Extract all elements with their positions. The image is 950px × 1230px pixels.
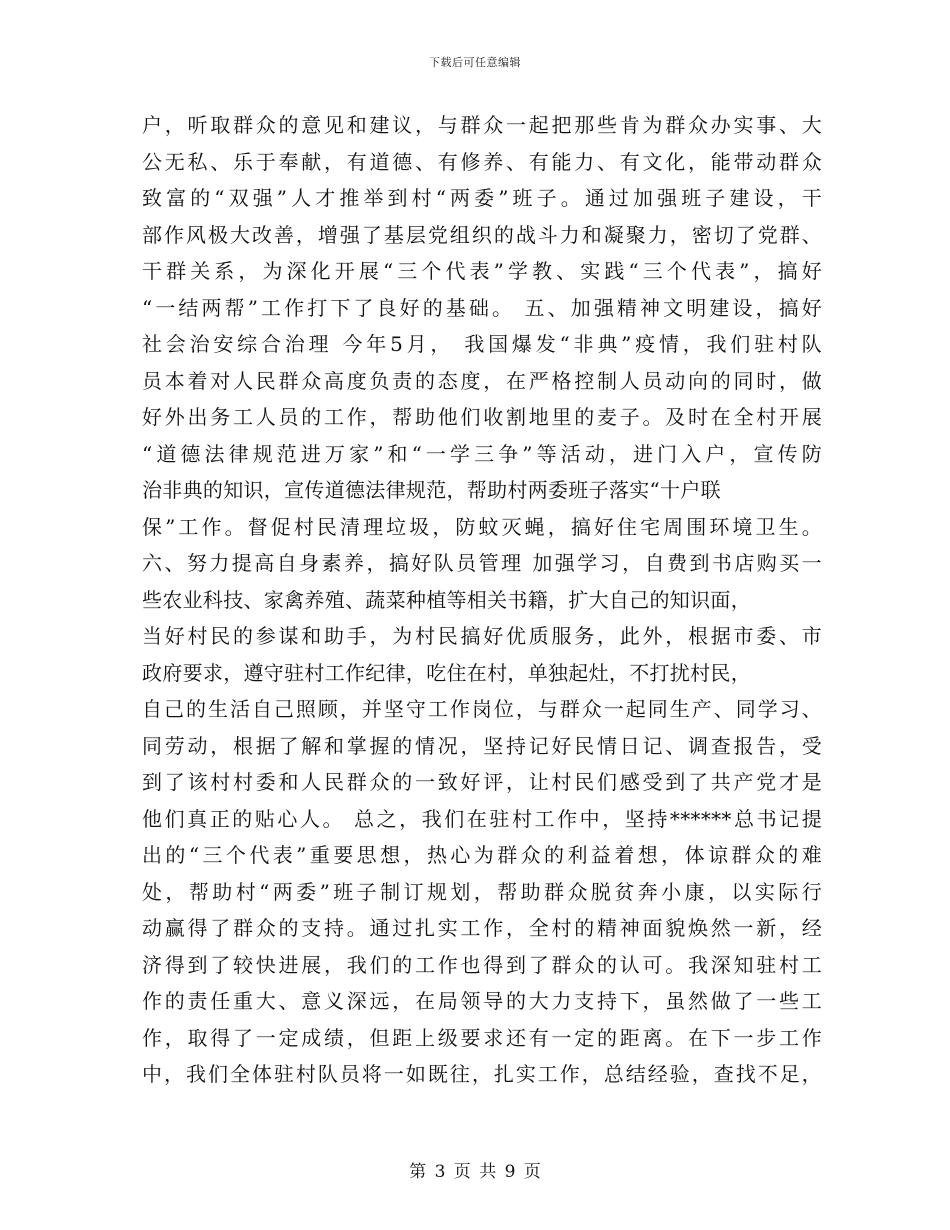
text-line: 他们真正的贴心人。 总之，我们在驻村工作中，坚持******总书记提 [142,806,822,831]
text-line: 部作风极大改善，增强了基层党组织的战斗力和凝聚力，密切了党群、 [142,222,822,247]
text-line: 政府要求，遵守驻村工作纪律，吃住在村，单独起灶，不打扰村民， [142,660,751,685]
document-body [142,107,822,1093]
text-line: 处，帮助村“两委”班子制订规划，帮助群众脱贫奔小康，以实际行 [142,879,822,904]
text-line: 社会治安综合治理 今年5月， 我国爆发“非典”疫情，我们驻村队 [142,332,822,356]
page-header-note: 下载后可任意编辑 [429,56,521,69]
text-line: 动赢得了群众的支持。通过扎实工作，全村的精神面貌焕然一新，经 [142,916,822,940]
text-line: 济得到了较快进展，我们的工作也得到了群众的认可。我深知驻村工 [142,952,822,977]
page-number: 第 3 页 共 9 页 [409,1162,541,1182]
text-line: 自己的生活自己照顾，并坚守工作岗位，与群众一起同生产、同学习、 [142,697,822,721]
text-line: 致富的“双强”人才推举到村“两委”班子。通过加强班子建设，干 [142,186,822,210]
text-line: 员本着对人民群众高度负责的态度，在严格控制人员动向的同时，做 [142,368,822,393]
text-line: 公无私、乐于奉献，有道德、有修养、有能力、有文化，能带动群众 [142,149,822,174]
text-line: 作，取得了一定成绩，但距上级要求还有一定的距离。在下一步工作 [142,1025,822,1050]
text-line: 治非典的知识，宣传道德法律规范，帮助村两委班子落实“十户联 [142,478,721,502]
text-line: 好外出务工人员的工作，帮助他们收割地里的麦子。及时在全村开展 [142,405,822,429]
text-line: 户，听取群众的意见和建议，与群众一起把那些肯为群众办实事、大 [142,113,822,137]
text-line: 同劳动，根据了解和掌握的情况，坚持记好民情日记、调查报告，受 [142,733,822,758]
text-line: 到了该村村委和人民群众的一致好评，让村民们感受到了共产党才是 [142,770,822,794]
text-line: 中，我们全体驻村队员将一如既往，扎实工作，总结经验，查找不足， [142,1062,822,1086]
text-line: 作的责任重大、意义深远，在局领导的大力支持下，虽然做了一些工 [142,989,822,1013]
text-line: 保”工作。督促村民清理垃圾，防蚊灭蝇，搞好住宅周围环境卫生。 [142,514,822,539]
text-line: “一结两帮”工作打下了良好的基础。 五、加强精神文明建设，搞好 [142,295,822,320]
text-line: 当好村民的参谋和助手，为村民搞好优质服务，此外，根据市委、市 [142,624,822,648]
text-line: 六、努力提高自身素养，搞好队员管理 加强学习，自费到书店购买一 [142,551,822,575]
text-line: 出的“三个代表”重要思想，热心为群众的利益着想，体谅群众的难 [142,843,822,867]
text-line: 干群关系，为深化开展“三个代表”学教、实践“三个代表”，搞好 [142,259,822,283]
text-line: “道德法律规范进万家”和“一学三争”等活动，进门入户，宣传防 [142,441,822,466]
text-line: 些农业科技、家禽养殖、蔬菜种植等相关书籍，扩大自己的知识面， [142,587,751,612]
